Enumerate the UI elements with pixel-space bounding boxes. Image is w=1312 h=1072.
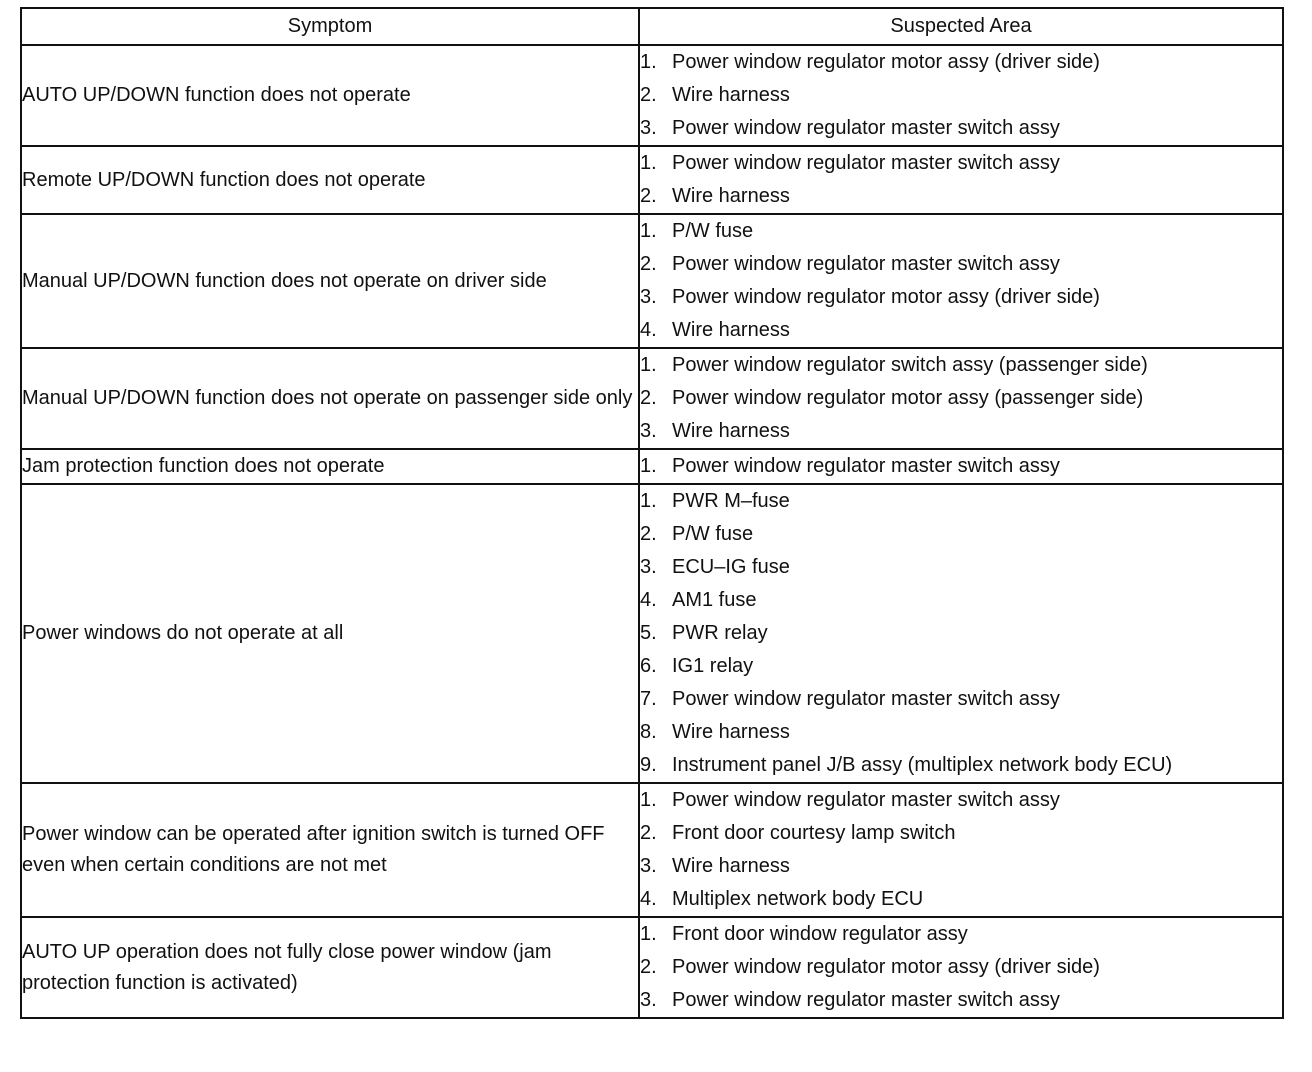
symptom-cell: Power window can be operated after ignition switch is turned OFF even when certain conditions are not met	[21, 783, 639, 917]
item-text: Front door window regulator assy	[672, 923, 968, 945]
item-text: Wire harness	[672, 185, 790, 207]
list-item	[640, 485, 1282, 518]
header-symptom: Symptom	[21, 8, 639, 45]
suspected-area-list	[640, 349, 1282, 448]
list-item	[640, 617, 1282, 650]
table-row	[21, 214, 1283, 348]
list-item	[640, 518, 1282, 551]
list-item	[640, 180, 1282, 213]
table-row	[21, 783, 1283, 917]
symptom-cell: AUTO UP/DOWN function does not operate	[21, 45, 639, 146]
suspected-area-cell	[639, 348, 1283, 449]
item-number: 2.	[640, 84, 657, 106]
item-text: Instrument panel J/B assy (multiplex network body ECU)	[672, 754, 1173, 776]
item-text: Power window regulator motor assy (driver side)	[672, 51, 1100, 73]
table-row	[21, 146, 1283, 214]
suspected-area-cell	[639, 917, 1283, 1018]
list-item	[640, 850, 1282, 883]
item-text: Power window regulator master switch assy	[672, 117, 1060, 139]
item-number: 1.	[640, 923, 657, 945]
item-text: Wire harness	[672, 855, 790, 877]
item-number: 1.	[640, 354, 657, 376]
item-text: Wire harness	[672, 721, 790, 743]
item-text: Power window regulator master switch assy	[672, 253, 1060, 275]
item-number: 4.	[640, 589, 657, 611]
item-text: Power window regulator master switch assy	[672, 152, 1060, 174]
item-text: Power window regulator master switch assy	[672, 688, 1060, 710]
item-text: Power window regulator motor assy (driver side)	[672, 956, 1100, 978]
list-item	[640, 415, 1282, 448]
list-item	[640, 248, 1282, 281]
item-text: Power window regulator motor assy (passenger side)	[672, 387, 1144, 409]
item-text: IG1 relay	[672, 655, 754, 677]
table-row	[21, 917, 1283, 1018]
item-text: Multiplex network body ECU	[672, 888, 924, 910]
item-text: Power window regulator master switch assy	[672, 989, 1060, 1011]
item-text: AM1 fuse	[672, 589, 757, 611]
list-item	[640, 584, 1282, 617]
header-suspected-area: Suspected Area	[639, 8, 1283, 45]
symptom-table	[20, 7, 1284, 1019]
suspected-area-list	[640, 485, 1282, 782]
list-item	[640, 281, 1282, 314]
item-text: Wire harness	[672, 420, 790, 442]
item-number: 1.	[640, 789, 657, 811]
item-number: 1.	[640, 220, 657, 242]
item-text: PWR M–fuse	[672, 490, 790, 512]
list-item	[640, 984, 1282, 1017]
item-number: 2.	[640, 822, 657, 844]
list-item	[640, 79, 1282, 112]
item-text: Power window regulator motor assy (driver side)	[672, 286, 1100, 308]
symptom-cell: Remote UP/DOWN function does not operate	[21, 146, 639, 214]
list-item	[640, 112, 1282, 145]
suspected-area-list	[640, 215, 1282, 347]
suspected-area-cell	[639, 484, 1283, 783]
list-item	[640, 817, 1282, 850]
item-text: Wire harness	[672, 84, 790, 106]
suspected-area-list	[640, 784, 1282, 916]
item-number: 3.	[640, 989, 657, 1011]
list-item	[640, 650, 1282, 683]
list-item	[640, 349, 1282, 382]
item-number: 3.	[640, 286, 657, 308]
item-number: 8.	[640, 721, 657, 743]
suspected-area-list	[640, 918, 1282, 1017]
item-text: Power window regulator switch assy (passenger side)	[672, 354, 1148, 376]
item-text: Power window regulator master switch assy	[672, 455, 1060, 477]
item-number: 2.	[640, 956, 657, 978]
list-item	[640, 784, 1282, 817]
list-item	[640, 551, 1282, 584]
item-number: 2.	[640, 253, 657, 275]
item-number: 9.	[640, 754, 657, 776]
list-item	[640, 147, 1282, 180]
item-text: P/W fuse	[672, 523, 754, 545]
item-text: Front door courtesy lamp switch	[672, 822, 956, 844]
item-number: 1.	[640, 152, 657, 174]
list-item	[640, 314, 1282, 347]
table-row	[21, 484, 1283, 783]
suspected-area-cell	[639, 45, 1283, 146]
suspected-area-cell	[639, 449, 1283, 484]
list-item	[640, 883, 1282, 916]
symptom-cell: AUTO UP operation does not fully close power window (jam protection function is activated)	[21, 917, 639, 1018]
list-item	[640, 918, 1282, 951]
symptom-cell: Jam protection function does not operate	[21, 449, 639, 484]
item-number: 2.	[640, 523, 657, 545]
item-text: PWR relay	[672, 622, 768, 644]
table-row	[21, 45, 1283, 146]
suspected-area-cell	[639, 146, 1283, 214]
item-number: 3.	[640, 117, 657, 139]
item-number: 4.	[640, 319, 657, 341]
item-number: 1.	[640, 455, 657, 477]
item-number: 1.	[640, 490, 657, 512]
item-text: Wire harness	[672, 319, 790, 341]
list-item	[640, 716, 1282, 749]
item-number: 7.	[640, 688, 657, 710]
item-number: 4.	[640, 888, 657, 910]
list-item	[640, 46, 1282, 79]
item-text: ECU–IG fuse	[672, 556, 790, 578]
list-item	[640, 749, 1282, 782]
suspected-area-cell	[639, 214, 1283, 348]
item-number: 2.	[640, 387, 657, 409]
table-body	[21, 45, 1283, 1018]
item-number: 2.	[640, 185, 657, 207]
item-number: 6.	[640, 655, 657, 677]
symptom-cell: Manual UP/DOWN function does not operate on passenger side only	[21, 348, 639, 449]
table-row	[21, 348, 1283, 449]
header-row	[21, 8, 1283, 45]
item-number: 1.	[640, 51, 657, 73]
table-row	[21, 449, 1283, 484]
list-item	[640, 450, 1282, 483]
list-item	[640, 215, 1282, 248]
suspected-area-cell	[639, 783, 1283, 917]
item-number: 5.	[640, 622, 657, 644]
suspected-area-list	[640, 147, 1282, 213]
symptom-cell: Power windows do not operate at all	[21, 484, 639, 783]
item-text: Power window regulator master switch assy	[672, 789, 1060, 811]
item-number: 3.	[640, 420, 657, 442]
list-item	[640, 382, 1282, 415]
list-item	[640, 683, 1282, 716]
item-number: 3.	[640, 556, 657, 578]
suspected-area-list	[640, 46, 1282, 145]
item-text: P/W fuse	[672, 220, 754, 242]
item-number: 3.	[640, 855, 657, 877]
list-item	[640, 951, 1282, 984]
symptom-cell: Manual UP/DOWN function does not operate on driver side	[21, 214, 639, 348]
suspected-area-list	[640, 450, 1282, 483]
